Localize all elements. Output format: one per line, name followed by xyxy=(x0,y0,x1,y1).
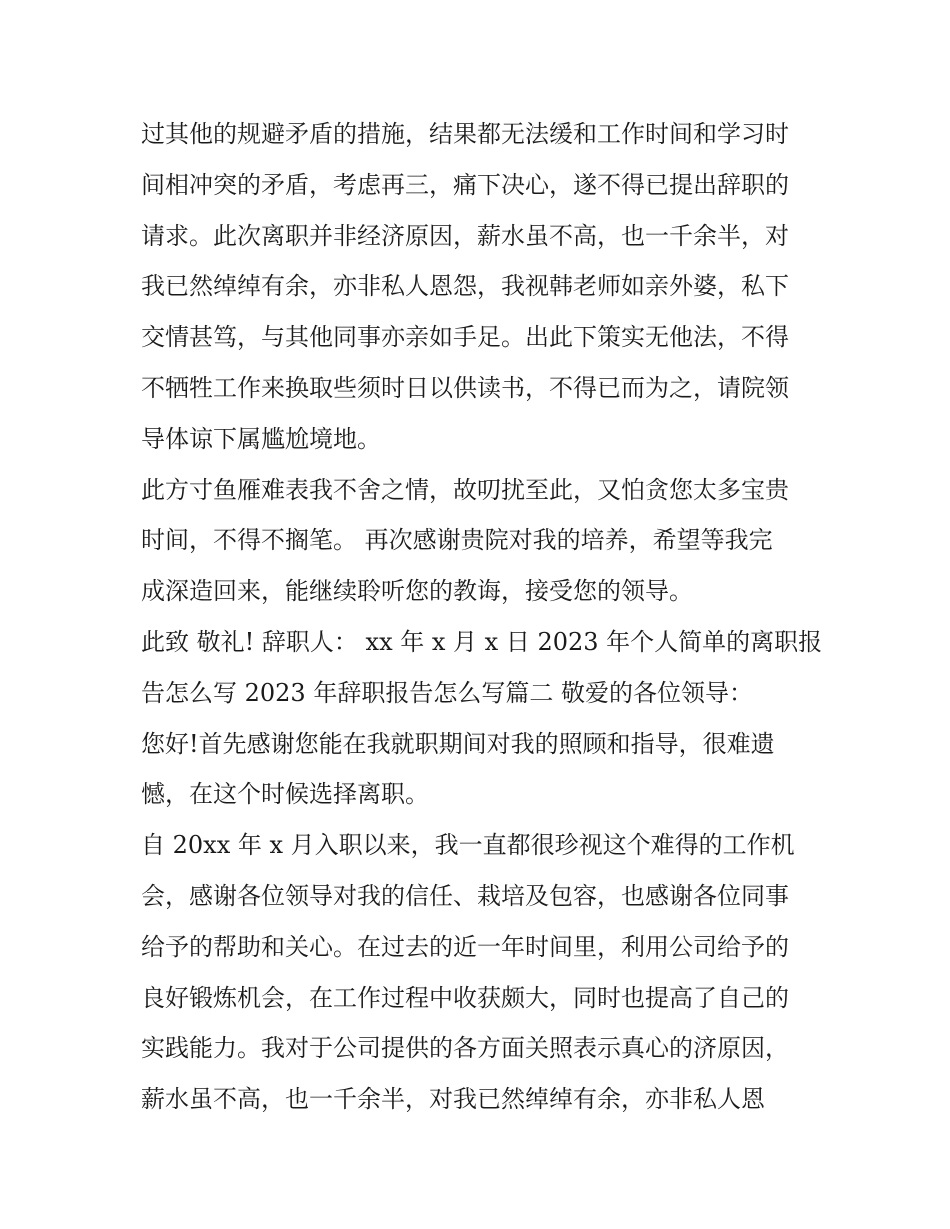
text-line: 时间，不得不搁笔。 再次感谢贵院对我的培养，希望等我完 xyxy=(141,526,773,555)
text-line: 自 20xx 年 x 月入职以来，我一直都很珍视这个难得的工作机 xyxy=(141,831,795,860)
text-line: 给予的帮助和关心。在过去的近一年时间里，利用公司给予的 xyxy=(141,932,789,961)
text-line: 实践能力。我对于公司提供的各方面关照表示真心的济原因， xyxy=(141,1034,789,1063)
text-line: 会，感谢各位领导对我的信任、栽培及包容，也感谢各位同事 xyxy=(141,881,789,910)
text-line: 不牺牲工作来换取些须时日以供读书，不得已而为之，请院领 xyxy=(141,373,789,402)
text-line: 成深造回来，能继续聆听您的教诲，接受您的领导。 xyxy=(141,577,693,606)
text-line: 此致 敬礼! 辞职人： xx 年 x 月 x 日 2023 年个人简单的离职报 xyxy=(141,627,823,656)
document-body xyxy=(141,109,823,1125)
text-line: 请求。此次离职并非经济原因，薪水虽不高，也一千余半，对 xyxy=(141,221,789,250)
text-line: 良好锻炼机会，在工作过程中收获颇大，同时也提高了自己的 xyxy=(141,983,789,1012)
text-line: 交情甚笃，与其他同事亦亲如手足。出此下策实无他法，不得 xyxy=(141,323,789,352)
text-line: 告怎么写 2023 年辞职报告怎么写篇二 敬爱的各位领导： xyxy=(141,678,753,707)
text-line: 您好!首先感谢您能在我就职期间对我的照顾和指导，很难遗 xyxy=(141,729,775,758)
text-line: 过其他的规避矛盾的措施，结果都无法缓和工作时间和学习时 xyxy=(141,120,789,148)
text-line: 导体谅下属尴尬境地。 xyxy=(141,424,381,453)
text-line: 此方寸鱼雁难表我不舍之情，故叨扰至此，又怕贪您太多宝贵 xyxy=(141,475,789,504)
text-line: 薪水虽不高，也一千余半，对我已然绰绰有余，亦非私人恩 xyxy=(141,1085,765,1114)
text-line: 间相冲突的矛盾，考虑再三，痛下决心，遂不得已提出辞职的 xyxy=(141,170,789,199)
text-line: 憾，在这个时候选择离职。 xyxy=(141,780,429,809)
text-line: 我已然绰绰有余，亦非私人恩怨，我视韩老师如亲外婆，私下 xyxy=(141,272,789,301)
